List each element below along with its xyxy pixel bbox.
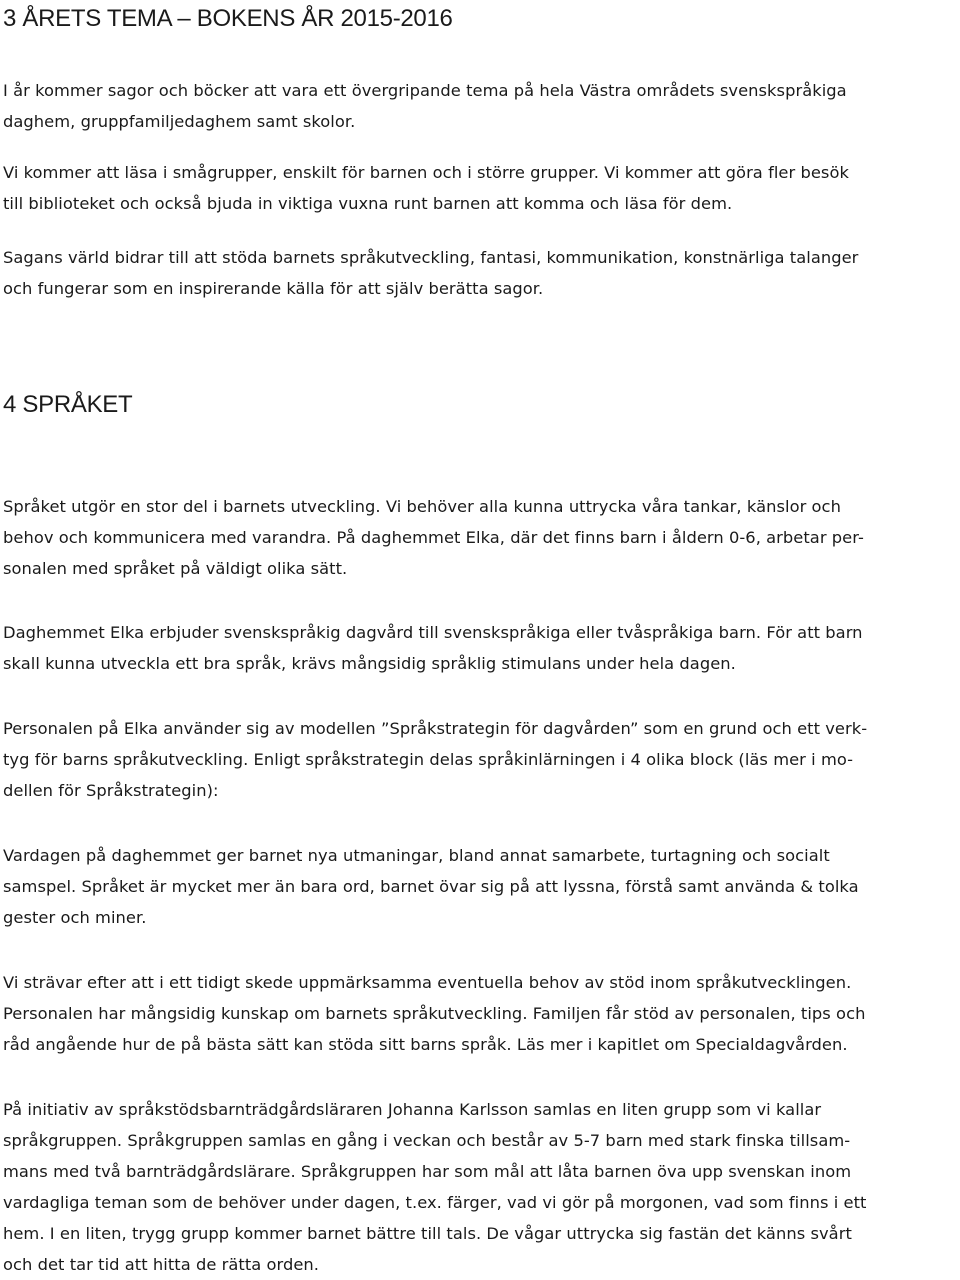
text-line: Personalen har mångsidig kunskap om barnets språkutveckling. Familjen får stöd av personalen, tips och xyxy=(3,1004,866,1023)
text-line: Daghemmet Elka erbjuder svenskspråkig dagvård till svenskspråkiga eller tvåspråkiga barn. För att barn xyxy=(3,623,863,642)
text-line: tyg för barns språkutveckling. Enligt språkstrategin delas språkinlärningen i 4 olika block (läs mer i mo- xyxy=(3,750,854,769)
paragraph-everyday-life xyxy=(3,840,958,933)
section-heading-language: 4 SPRÅKET xyxy=(3,391,133,418)
text-line: råd angående hur de på bästa sätt kan stöda sitt barns språk. Läs mer i kapitlet om Specialdagvården. xyxy=(3,1035,848,1054)
text-line: språkgruppen. Språkgruppen samlas en gång i veckan och består av 5-7 barn med stark finska tillsam- xyxy=(3,1131,851,1150)
text-line: samspel. Språket är mycket mer än bara ord, barnet övar sig på att lyssna, förstå samt använda & tolka xyxy=(3,877,859,896)
text-line: Vardagen på daghemmet ger barnet nya utmaningar, bland annat samarbete, turtagning och socialt xyxy=(3,846,830,865)
text-line: och det tar tid att hitta de rätta orden. xyxy=(3,1255,320,1274)
text-line: Personalen på Elka använder sig av modellen ”Språkstrategin för dagvården” som en grund och ett verk- xyxy=(3,719,868,738)
text-line: På initiativ av språkstödsbarnträdgårdsläraren Johanna Karlsson samlas en liten grupp som vi kallar xyxy=(3,1100,822,1119)
text-line: mans med två barnträdgårdslärare. Språkgruppen har som mål att låta barnen öva upp svenskan inom xyxy=(3,1162,852,1181)
paragraph-language-group xyxy=(3,1094,958,1280)
text-line: Språket utgör en stor del i barnets utveckling. Vi behöver alla kunna uttrycka våra tankar, känslor och xyxy=(3,497,841,516)
text-line: vardagliga teman som de behöver under dagen, t.ex. färger, vad vi gör på morgonen, vad som finns i ett xyxy=(3,1193,867,1212)
paragraph-support-needs xyxy=(3,967,958,1060)
text-line: sonalen med språket på väldigt olika sätt. xyxy=(3,559,348,578)
section-heading-theme: 3 ÅRETS TEMA – BOKENS ÅR 2015-2016 xyxy=(3,5,453,32)
paragraph-theme-intro xyxy=(3,75,958,137)
text-line: daghem, gruppfamiljedaghem samt skolor. xyxy=(3,112,356,131)
paragraph-saga-world xyxy=(3,242,958,304)
text-line: behov och kommunicera med varandra. På daghemmet Elka, där det finns barn i åldern 0-6, arbetar per- xyxy=(3,528,864,547)
text-line: I år kommer sagor och böcker att vara ett övergripande tema på hela Västra områdets svenskspråkiga xyxy=(3,81,847,100)
paragraph-language-strategy xyxy=(3,713,958,806)
paragraph-reading-groups xyxy=(3,157,958,219)
text-line: Vi kommer att läsa i smågrupper, enskilt för barnen och i större grupper. Vi kommer att göra fler besök xyxy=(3,163,849,182)
paragraph-language-intro xyxy=(3,491,958,584)
text-line: gester och miner. xyxy=(3,908,147,927)
text-line: till biblioteket och också bjuda in viktiga vuxna runt barnen att komma och läsa för dem. xyxy=(3,194,733,213)
text-line: hem. I en liten, trygg grupp kommer barnet bättre till tals. De vågar uttrycka sig fastän det känns svårt xyxy=(3,1224,852,1243)
text-line: och fungerar som en inspirerande källa för att själv berätta sagor. xyxy=(3,279,544,298)
text-line: Vi strävar efter att i ett tidigt skede uppmärksamma eventuella behov av stöd inom språkutvecklingen. xyxy=(3,973,852,992)
paragraph-daycare-offer xyxy=(3,617,958,679)
text-line: dellen för Språkstrategin): xyxy=(3,781,219,800)
text-line: Sagans värld bidrar till att stöda barnets språkutveckling, fantasi, kommunikation, konstnärliga talanger xyxy=(3,248,859,267)
text-line: skall kunna utveckla ett bra språk, krävs mångsidig språklig stimulans under hela dagen. xyxy=(3,654,736,673)
